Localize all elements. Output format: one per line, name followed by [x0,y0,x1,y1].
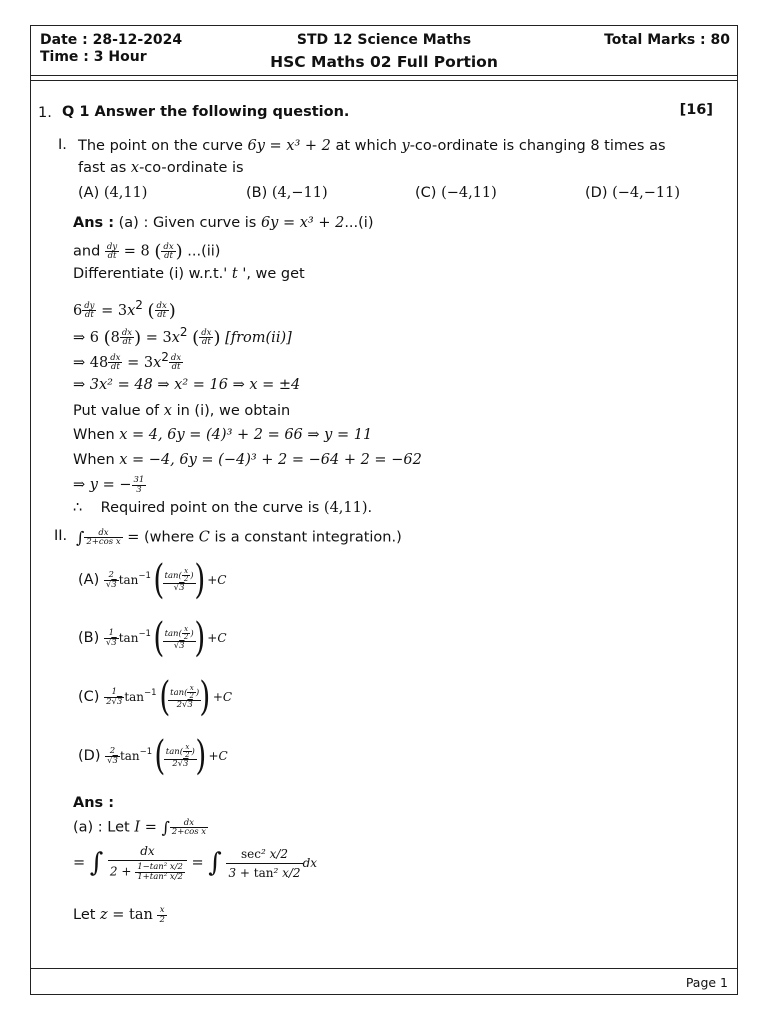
total-marks: Total Marks : 80 [604,32,730,48]
answer-text: and [73,243,101,260]
option-label: (B) [246,185,268,201]
q-text: The point on the curve [78,138,243,154]
answer-line2: and $\frac{dy}{dt}$ = 8 ( $\frac{dx}{dt}$ ) ...(ii) [73,241,221,262]
answer-point: (4,11) [323,500,368,516]
option-b: (B) $\frac{1}{√3}$ $\tan^{-1}$( tan( $\frac{x}{2}$ ) √3 ) +C [78,615,227,661]
option-d: (D) $\frac{2}{√3}$ $\tan^{-1}$( tan( $\frac{x}{2}$ ) 2√3 ) +C [78,733,228,779]
option-label: (A) [78,572,100,588]
answer-text: (a) : Given curve is [118,215,257,231]
option-value: (4,11) [103,185,148,201]
answer-text: Required point on the curve is [100,500,320,516]
option-value: (−4,−11) [612,185,680,201]
x-variable: x [130,160,140,176]
answer-line1 [73,215,373,231]
step-4: ⇒ 3x² = 48 ⇒ x² = 16 ⇒ x = ±4 [73,377,301,393]
q-text: at which [335,138,397,154]
when-line-1 [73,427,372,443]
question-numeral: II. [54,528,68,544]
answer-label: Ans : [73,215,115,231]
option-label: (D) [585,185,608,201]
step-2: ⇒ 6 (8 $\frac{dx}{dt}$ ) = $3x^2$ ( $\frac{dx}{dt}$ ) [from(ii)] [73,325,292,349]
answer-2-line1: (a) : Let I = ∫ $\frac{dx}{\text{2+cos x}}$ [73,817,207,837]
option-label: (C) [78,689,100,705]
conclusion-line [73,500,372,516]
when-equation: x = 4, 6y = (4)³ + 2 = 66 ⇒ y = 11 [119,427,373,443]
exam-date: Date : 28-12-2024 [40,32,183,48]
footer-divider [30,968,738,969]
answer-text: (a) : Let [73,819,130,836]
q-text: -co-ordinate is changing 8 times as [409,138,666,154]
header-divider [30,75,738,76]
question-text-line1 [78,138,666,154]
option-d [585,185,680,201]
equation-tag: ...(ii) [187,243,221,260]
option-label: (B) [78,630,100,646]
answer-2-line2: = ∫ dx 2 + $\frac{\text{1−tan² x/2}}{\text{1+tan² x/2}}$ = ∫ $\frac{\text{sec² x/2}}{\text{3 + tan² x/2}}$ dx [73,844,318,882]
answer-label: Ans : [73,795,115,811]
option-c [415,185,497,201]
put-value-line [73,403,290,419]
option-label: (C) [415,185,437,201]
answer-text: When [73,452,115,468]
answer-2-line3: Let z = tan $\frac{x}{2}$ [73,905,165,925]
when-line-2 [73,452,422,468]
option-a: (A) $\frac{2}{√3}$ $\tan^{-1}$( tan( $\frac{x}{2}$ ) √3 ) +C [78,557,227,603]
question-text-line2 [78,160,244,176]
answer-text: Put value of [73,403,160,419]
page-number: Page 1 [685,975,728,990]
header-divider-double [30,80,738,81]
question-numeral: I. [58,137,67,153]
q-text: fast as [78,160,127,176]
y-result: ⇒ y = − $\frac{31}{3}$ [73,475,145,495]
option-c: (C) $\frac{1}{2√3}$ $\tan^{-1}$( tan( $\frac{x}{2}$ ) 2√3 ) +C [78,674,233,720]
answer-text: Let [73,907,96,923]
answer-text: in (i), we obtain [176,403,291,419]
step-3: ⇒ 48 $\frac{dx}{dt}$ = $3x^2$ $\frac{dx}{dt}$ [73,350,182,373]
option-label: (A) [78,185,100,201]
step-reference: [from(ii)] [225,329,292,346]
answer-text: Differentiate (i) w.r.t.' [73,266,228,282]
section-title: Q 1 Answer the following question. [62,104,350,120]
q-text: (where [143,529,195,546]
exam-subject: STD 12 Science Maths [296,32,472,48]
option-value: (4,−11) [271,185,328,201]
step-1: 6 $\frac{dy}{dt}$ = $3x^2$ ( $\frac{dx}{dt}$ ) [73,298,176,322]
therefore-symbol: ∴ [73,500,83,516]
answer-line3 [73,266,305,282]
when-equation: x = −4, 6y = (−4)³ + 2 = −64 + 2 = −62 [119,452,422,468]
section-number: 1. [38,105,52,121]
answer-text: ', we get [242,266,305,282]
question-2-text: ∫ $\frac{dx}{\text{2+cos x}}$ = (where C is a constant integration.) [76,527,402,547]
curve-equation: 6y = x³ + 2 [247,138,331,154]
option-b [246,185,328,201]
answer-curve: 6y = x³ + 2 [260,215,345,231]
y-variable: y [401,138,410,154]
q-text: is a constant integration.) [214,529,402,546]
option-value: (−4,11) [441,185,497,201]
c-constant: C [198,529,210,546]
option-label: (D) [78,748,101,764]
answer-text: When [73,427,115,443]
period: . [367,500,373,516]
q-text: -co-ordinate is [139,160,244,176]
equation-tag: ...(i) [344,215,374,231]
section-marks: [16] [679,102,713,118]
option-a [78,185,147,201]
x-variable: x [163,403,172,419]
paper-title: HSC Maths 02 Full Portion [270,53,498,71]
t-variable: t [231,266,238,282]
exam-time: Time : 3 Hour [40,49,147,65]
